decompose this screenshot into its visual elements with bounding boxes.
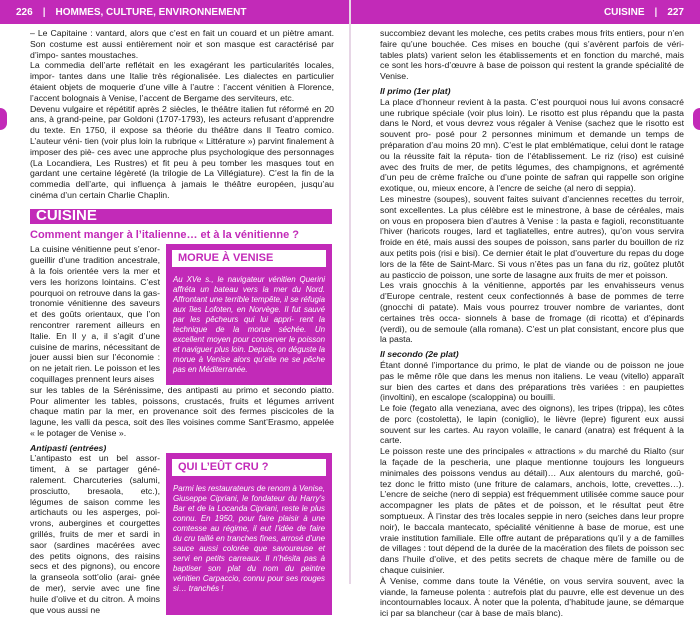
intro-paragraph-1: – Le Capitaine : vantard, alors que c’est en fait un couard et un piètre amant. Son costume est aussi entièrement noir et son masque est caractérisé par d’impo- santes moustaches.: [30, 28, 334, 60]
section-subheading: Comment manger à l’italienne… et à la vénitienne ?: [30, 228, 299, 241]
header-separator: |: [654, 6, 658, 18]
right-page-body: [380, 28, 684, 619]
minestre-paragraph: Les minestre (soupes), souvent faites suivant d’anciennes recettes du terroir, sont excellentes. La plus célèbre est le minestrone, à base de céréales, mais on vous en proposera bien d’autres à Venise : la pasta e fagioli, reconstituante l’hiver (haricots rouges, lard et tagliatelles, entre autres), qu’on vous servira froide en été, mais aussi des soupes de poisson, sans parler du bouillon de riz aux petits pois (risi e bisi). Ce dernier était le plat d’ouverture du repas du doge lors de la fête de Saint-Marc. Si vous n’êtes pas un fana du riz, goûtez plutôt au pasticcio de poisson, une sorte de lasagne aux fruits de mer et poisson.: [380, 193, 684, 280]
foie-paragraph: Le foie (fegato alla veneziana, avec des oignons), les tripes (trippa), les côtes de porc (costoletta), le lapin (coniglio), le lièvre (lepre) figurent eux aussi souvent sur les cartes. Au rayon volaille, le canard (anatra) est fréquent à la carte.: [380, 403, 684, 446]
intro-paragraph-3: Devenu vulgaire et répétitif après 2 siècles, le théâtre italien fut réformé en 20 ans, à grand-peine, par Goldoni (1707-1793), les acteurs refusant d’apprendre du texte. En 1750, il expose sa théorie du théâtre dans Il Teatro comico. L’auteur véni- tien (voir plus loin la rubrique « Littérature ») parvint finalement à imposer des piè- ces avec une approche plus psychologique des personnages (La Locandiera, Les Rustres) et fit peu à peu tomber les masques tout en gardant une certaine légèreté (la trilogie de La Villégiature). C’est la fin de la commedia dell’arte, qui influença à jamais le théâtre européen, jusqu’au cinéma d’un certain Charlie Chaplin.: [30, 103, 334, 200]
left-page-number: 226: [16, 6, 33, 18]
sidebar-box-carpaccio: [166, 453, 332, 615]
right-page-number: 227: [667, 6, 684, 18]
sidebar-box-text: Au XVe s., le navigateur vénitien Querini affréta un bateau vers la mer du Nord. Affrontant une terrible tempête, il se réfugia aux îles Lofoten, en Norvège. Il fut sauvé par les pêcheurs qui lui appri- rent la technique de la morue séchée. Un excellent moyen pour conserver le poisson et naviguer plus loin. Depuis, on déguste la morue à Venise alors qu’elle ne se pêche pas en Méditerranée.: [173, 275, 325, 375]
header-separator: |: [42, 6, 46, 18]
after-split-paragraph: sur les tables de la Sérénissime, des antipasti au primo et secondo piatto. Pour alimenter les tables, poissons, crustacés, fruits et légumes arrivent chaque matin par la mer, en provenance soit des fermes piscicoles de la lagune, les valli da pesca, soit des îles voisines comme Sant’Erasmo, appelée « le potager de Venise ».: [30, 384, 334, 438]
left-page-header: [0, 0, 349, 24]
antipasti-text: L’antipasto est un bel assor- timent, à se partager géné- ralement. Charcuteries (salumi, prosciutto, bresaola, etc.), légumes de saison comme les artichauts ou les asperges, poi- vrons, aubergines et courgettes grillés, fruits de mer et sardi in saor (sardines macérées avec des petits oignons, des raisins secs et des pignons), ou encore la granseola sott’olio (arai- gnée de mer), servie avec une fine huile d’olive et du citron. À moins que vous aussi ne: [30, 453, 160, 615]
intro-paragraph-2: La commedia dell’arte reflétait en les exagérant les particularités locales, impor- tantes dans une Italie très régionalisée. Les dialectes en particulier étaient objets de moquerie d’une ville à l’autre : l’accent vénitien à Florence, l’accent bolognais à Venise, l’accent de Bergame des serviteurs, etc.: [30, 60, 334, 103]
poisson-paragraph: Le poisson reste une des principales « attractions » du marché du Rialto (sur la façade de la pescheria, une plaque mentionne toujours les longueurs minimales des poissons vendus au détail)… Aux alentours du marché, goû- tez donc le fritto misto (une friture de calamars, anchois, lotte, crevettes…). L’encre de seiche (nero di seppia) est fréquemment utilisée comme sauce pour accompagner les plats de pâtes et de poisson, et le résultat peut être somptueux. À l’instar des très locales seppie in nero (seiches dans leur propre noir), le baccala mantecato, spécialité vénitienne à base de morue, est une vraie institution familiale. Elle offre autant de préparations qu’il y a de familles de villages : tout dépend de la durée de la macération des filets de poisson sec dans l’huile d’olive, et des petits secrets de chaque mère de famille ou de chaque cuisinier.: [380, 446, 684, 576]
left-page-body: [30, 28, 334, 615]
moleche-paragraph: succombiez devant les moleche, ces petits crabes mous frits entiers, pour n’en faire qu’une bouchée. Ces mises en bouche (qui s’avèrent parfois de véri- tables plats) varient selon les établissements et en fonction du marché, mais ce sont les hors-d’œuvre à base de poisson qui restent la grande spécialité de Venise.: [380, 28, 684, 82]
secondo-paragraph: Étant donné l’importance du primo, le plat de viande ou de poisson ne joue pas le même rôle que dans les menus non italiens. Le veau (vitello) apparaît sur bien des cartes et dans des préparations très variées : en paupiettes (involtini), en escalope (scaloppina) ou bouilli.: [380, 359, 684, 403]
left-thumb-tab: [0, 108, 7, 130]
sidebar-box-title: MORUE À VENISE: [170, 248, 328, 269]
intro-split-block: [30, 244, 334, 384]
page-gutter: [349, 0, 351, 584]
sidebar-box-title: QUI L’EÛT CRU ?: [170, 457, 328, 478]
left-running-title: HOMMES, CULTURE, ENVIRONNEMENT: [55, 6, 247, 18]
right-page-header: [351, 0, 700, 24]
antipasti-heading: Antipasti (entrées): [30, 442, 107, 453]
primo-paragraph: La place d’honneur revient à la pasta. C’est pourquoi nous lui avons consacré une rubrique spéciale (voir plus loin). Le risotto est plus répandu que la pasta dans le Nord, et vous devrez vous régaler à Venise (sachez que le risotto est souvent pro- posé pour 2 personnes minimum et demande un temps de préparation d’au moins 20 mn). C’est le plat emblématique, celui dont le ratage ou la réussite fait la réputa- tion de l’établissement. Le riz (riso) est cuisiné avec des fruits de mer, de petits légumes, des champignons, et agrémenté d’un peu de crème fraîche ou d’une pointe de safran qui rappelle son origine exotique, ou, mieux encore, à l’encre de seiche (al nero di seppia).: [380, 96, 684, 194]
polenta-paragraph: À Venise, comme dans toute la Vénétie, on vous servira souvent, avec la viande, la fameuse polenta : autrefois plat du pauvre, elle est devenue un des incontournables locaux. À noter que la polenta, d’habitude jaune, se démarque ici par sa blancheur (car à base de maïs blanc).: [380, 575, 684, 619]
secondo-heading: Il secondo (2e plat): [380, 349, 459, 360]
primo-heading: Il primo (1er plat): [380, 85, 451, 96]
section-band-cuisine: CUISINE: [30, 209, 332, 224]
right-running-title: CUISINE: [603, 6, 645, 18]
right-thumb-tab: [693, 108, 700, 130]
sidebar-box-morue: [166, 244, 332, 384]
antipasti-split-block: [30, 453, 334, 615]
intro-split-text: La cuisine vénitienne peut s’enor- gueillir d’une tradition ancestrale, à la fois orientée vers la mer et vers les horizons lointains. C’est pourquoi on retrouve dans la gas- tronomie vénitienne des saveurs et des goûts orientaux, que l’on rencontrer rarement ailleurs en Italie. En Il y a, il s’agit d’une cuisine de marins, nécessitant de jouer aussi bien sur l’économie : on ne jetait rien. Le poisson et les coquillages prennent leurs aises: [30, 244, 160, 384]
sidebar-box-text: Parmi les restaurateurs de renom à Venise, Giuseppe Cipriani, le fondateur du Harry’s Bar et de la Locanda Cipriani, reste le plus connu. En 1950, pour faire plaisir à une comtesse au régime, il eut l’idée de faire du cru taillé en tranches fines, arrosé d’une sauce aussi colorée que savoureuse et servi en petits carreaux. Il n’hésita pas à baptiser son plat du nom du peintre vénitien Carpaccio, connu pour ses rouges si… tranchés !: [173, 484, 325, 594]
gnocchi-paragraph: Les vrais gnocchis à la vénitienne, apportés par les envahisseurs venus d’Europe centrale, restent ceux confectionnés à base de pommes de terre (gnocchi di patate). Mais vous pourrez trouver nombre de variantes, dont certaines très occa- sionnels à base de fromage (di ricotta) et d’épinards (verdi), ou de semoule (alla romana). C’est un plat consistant, encore plus que la pasta.: [380, 280, 684, 345]
